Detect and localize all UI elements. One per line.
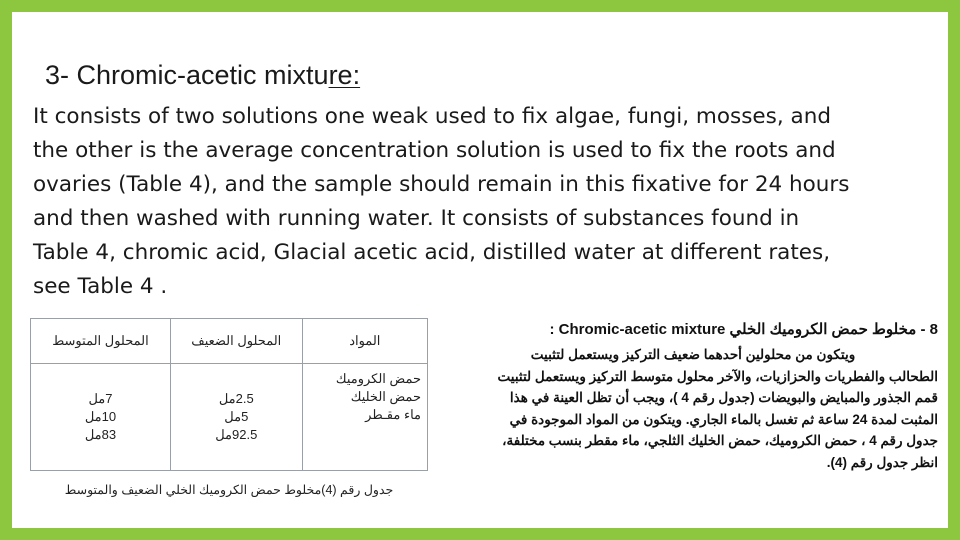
body-line: and then washed with running water. It consists of substances found in <box>33 206 800 231</box>
heading-prefix: 3- Chromic-acetic mixtu <box>45 60 329 90</box>
arabic-section <box>448 318 938 473</box>
arabic-line: جدول رقم 4 ، حمض الكروميك، حمض الخليك الثلجي، ماء مقطر بنسب مختلفة، <box>502 433 938 448</box>
weak-value: 92.5مل <box>215 427 258 442</box>
table-row <box>31 364 428 471</box>
body-line: the other is the average concentration solution is used to fix the roots and <box>33 138 836 163</box>
arabic-title: 8 - مخلوط حمض الكروميك الخلي Chromic-acetic mixture : <box>549 321 938 338</box>
cell-weak <box>170 364 302 471</box>
arabic-line: قمم الجذور والمبايض والبويضات (جدول رقم 4 )، ويجب أن تظل العينة في هذا <box>509 390 938 405</box>
fixative-table <box>30 318 428 464</box>
header-materials: المواد <box>302 319 427 364</box>
average-value: 10مل <box>84 409 117 424</box>
weak-value: 5مل <box>224 409 249 424</box>
table-caption: جدول رقم (4)مخلوط حمض الكروميك الخلي الضعيف والمتوسط <box>64 483 394 497</box>
body-line: Table 4, chromic acid, Glacial acetic acid, distilled water at different rates, <box>33 240 831 265</box>
slide-heading <box>45 60 360 91</box>
arabic-body <box>448 344 938 473</box>
body-line: see Table 4 . <box>33 274 168 299</box>
arabic-line: المثبت لمدة 24 ساعة ثم تغسل بالماء الجاري. ويتكون من المواد الموجودة في <box>509 411 938 427</box>
english-body <box>33 100 913 304</box>
body-line: It consists of two solutions one weak used to fix algae, fungi, mosses, and <box>33 104 831 129</box>
header-weak: المحلول الضعيف <box>170 319 302 364</box>
arabic-line: ويتكون من محلولين أحدهما ضعيف التركيز ويستعمل لتثبيت <box>530 347 856 362</box>
heading-underlined: re: <box>328 60 361 90</box>
table <box>30 318 428 471</box>
arabic-line: الطحالب والفطريات والحزازيات، والآخر محلول متوسط التركيز ويستعمل لتثبيت <box>497 368 938 384</box>
cell-average <box>31 364 171 471</box>
table-header-row <box>31 319 428 364</box>
average-value: 83مل <box>84 427 117 442</box>
weak-value: 2.5مل <box>218 391 254 406</box>
cell-materials <box>302 364 427 471</box>
arabic-line: انظر جدول رقم (4). <box>826 454 938 470</box>
material-name: ماء مقـطر <box>365 407 421 422</box>
header-average: المحلول المتوسط <box>31 319 171 364</box>
average-value: 7مل <box>88 391 113 406</box>
body-line: ovaries (Table 4), and the sample should remain in this fixative for 24 hours <box>33 172 850 197</box>
material-name: حمض الكروميك <box>335 371 421 386</box>
material-name: حمض الخليك <box>350 389 421 404</box>
